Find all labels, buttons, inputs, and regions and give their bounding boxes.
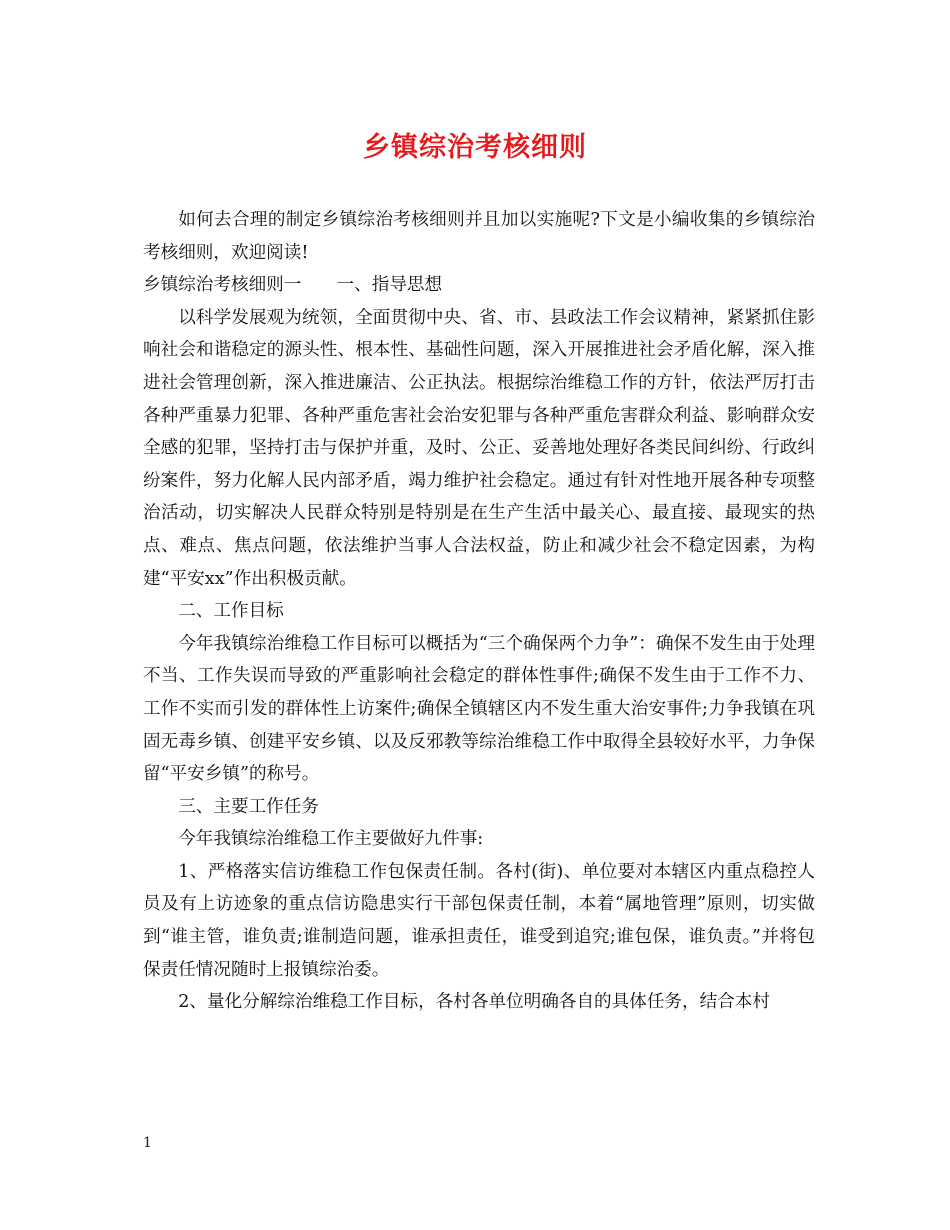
paragraph-task-2: 2、量化分解综治维稳工作目标，各村各单位明确各自的具体任务，结合本村 <box>178 992 770 1013</box>
page-number: 1 <box>143 1135 152 1151</box>
paragraph-guiding-thought: 以科学发展观为统领，全面贯彻中央、省、市、县政法工作会议精神，紧紧抓住影响社会和谐稳定的源头性、根本性、基础性问题，深入开展推进社会矛盾化解，深入推进社会管理创新，深入推进廉洁、公正执法。根据综治维稳工作的方针，依法严厉打击各种严重暴力犯罪、各种严重危害社会治安犯罪与各种严重危害群众利益、影响群众安全感的犯罪，坚持打击与保护并重，及时、公正、妥善地处理好各类民间纠纷、行政纠纷案件，努力化解人民内部矛盾，竭力维护社会稳定。通过有针对性地开展各种专项整治活动，切实解决人民群众特别是特别是在生产生活中最关心、最直接、最现实的热点、难点、焦点问题，依法维护当事人合法权益，防止和减少社会不稳定因素，为构建“平安xx”作出积极贡献。 <box>143 307 815 589</box>
heading-main-tasks: 三、主要工作任务 <box>178 796 319 817</box>
paragraph-intro: 如何去合理的制定乡镇综治考核细则并且加以实施呢?下文是小编收集的乡镇综治考核细则，欢迎阅读! <box>143 210 815 263</box>
paragraph-main-tasks-intro: 今年我镇综治维稳工作主要做好九件事: <box>178 829 484 850</box>
heading-work-goals: 二、工作目标 <box>178 601 284 622</box>
paragraph-task-1: 1、严格落实信访维稳工作包保责任制。各村(街)、单位要对本辖区内重点稳控人员及有上访迹象的重点信访隐患实行干部包保责任制，本着“属地管理”原则，切实做到“谁主管，谁负责;谁制造问题，谁承担责任，谁受到追究;谁包保，谁负责。”并将包保责任情况随时上报镇综治委。 <box>143 861 815 980</box>
document-body <box>143 204 815 1019</box>
paragraph-work-goals: 今年我镇综治维稳工作目标可以概括为“三个确保两个力争”：确保不发生由于处理不当、工作失误而导致的严重影响社会稳定的群体性事件;确保不发生由于工作不力、工作不实而引发的群体性上访案件;确保全镇辖区内不发生重大治安事件;力争我镇在巩固无毒乡镇、创建平安乡镇、以及反邪教等综治维稳工作中取得全县较好水平，力争保留“平安乡镇”的称号。 <box>143 633 815 785</box>
document-title: 乡镇综治考核细则 <box>363 132 587 163</box>
paragraph-section-heading: 乡镇综治考核细则一 一、指导思想 <box>143 275 443 296</box>
